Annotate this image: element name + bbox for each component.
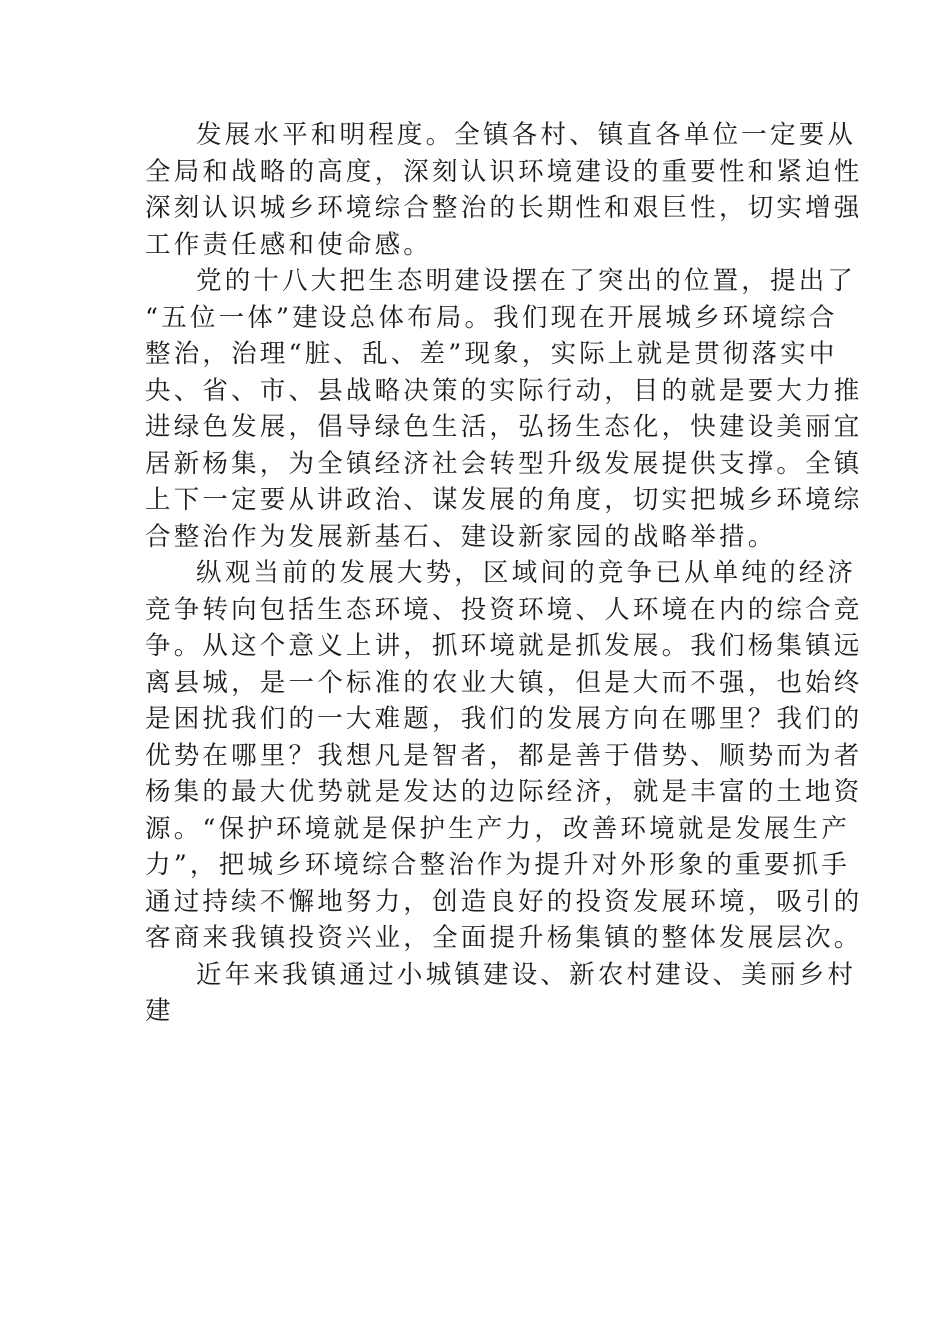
text-line: 源。“保护环境就是保护生产力，改善环境就是发展生产: [145, 813, 851, 844]
paragraph-2: [145, 263, 863, 555]
text-line: 深刻认识城乡环境综合整治的长期性和艰巨性，切实增强: [145, 193, 863, 223]
text-line: 合整治作为发展新基石、建设新家园的战略举措。: [145, 521, 777, 552]
text-line: 全局和战略的高度，深刻认识环境建设的重要性和紧迫性: [145, 156, 863, 187]
text-line: 工作责任感和使命感。: [145, 229, 433, 260]
text-line: 杨集的最大优势就是发达的边际经济，就是丰富的土地资: [145, 777, 863, 807]
text-line: 党的十八大把生态明建设摆在了突出的位置，提出了: [196, 266, 857, 296]
text-line: 居新杨集，为全镇经济社会转型升级发展提供支撑。全镇: [145, 448, 863, 479]
paragraph-1: [145, 117, 863, 263]
text-line: 上下一定要从讲政治、谋发展的角度，切实把城乡环境综: [145, 485, 863, 515]
text-line: 力”，把城乡环境综合整治作为提升对外形象的重要抓手: [145, 850, 851, 880]
text-line: 客商来我镇投资兴业，全面提升杨集镇的整体发展层次。: [145, 923, 863, 953]
text-line: 发展水平和明程度。全镇各村、镇直各单位一定要从: [196, 120, 857, 150]
text-line: 整治，治理“脏、乱、差”现象，实际上就是贯彻落实中: [145, 339, 838, 369]
text-line: 争。从这个意义上讲，抓环境就是抓发展。我们杨集镇远: [145, 631, 863, 661]
document-body: [145, 117, 863, 1030]
text-line: 央、省、市、县战略决策的实际行动，目的就是要大力推: [145, 375, 863, 406]
text-line: 是困扰我们的一大难题，我们的发展方向在哪里？我们的: [145, 704, 863, 734]
text-line: 竞争转向包括生态环境、投资环境、人环境在内的综合竞: [145, 594, 863, 625]
text-line: 通过持续不懈地努力，创造良好的投资发展环境，吸引的: [145, 886, 863, 917]
text-line: 离县城，是一个标准的农业大镇，但是大而不强，也始终: [145, 667, 863, 698]
text-line: 进绿色发展，倡导绿色生活，弘扬生态化，快建设美丽宜: [145, 412, 863, 442]
text-line: 建: [145, 996, 174, 1026]
text-line: “五位一体”建设总体布局。我们现在开展城乡环境综合: [145, 302, 838, 333]
paragraph-3: [145, 555, 863, 957]
text-line: 优势在哪里？我想凡是智者，都是善于借势、顺势而为者: [145, 740, 863, 771]
text-line: 纵观当前的发展大势，区域间的竞争已从单纯的经济: [196, 558, 857, 588]
paragraph-4: [145, 957, 857, 1030]
text-line: 近年来我镇通过小城镇建设、新农村建设、美丽乡村: [196, 959, 857, 990]
